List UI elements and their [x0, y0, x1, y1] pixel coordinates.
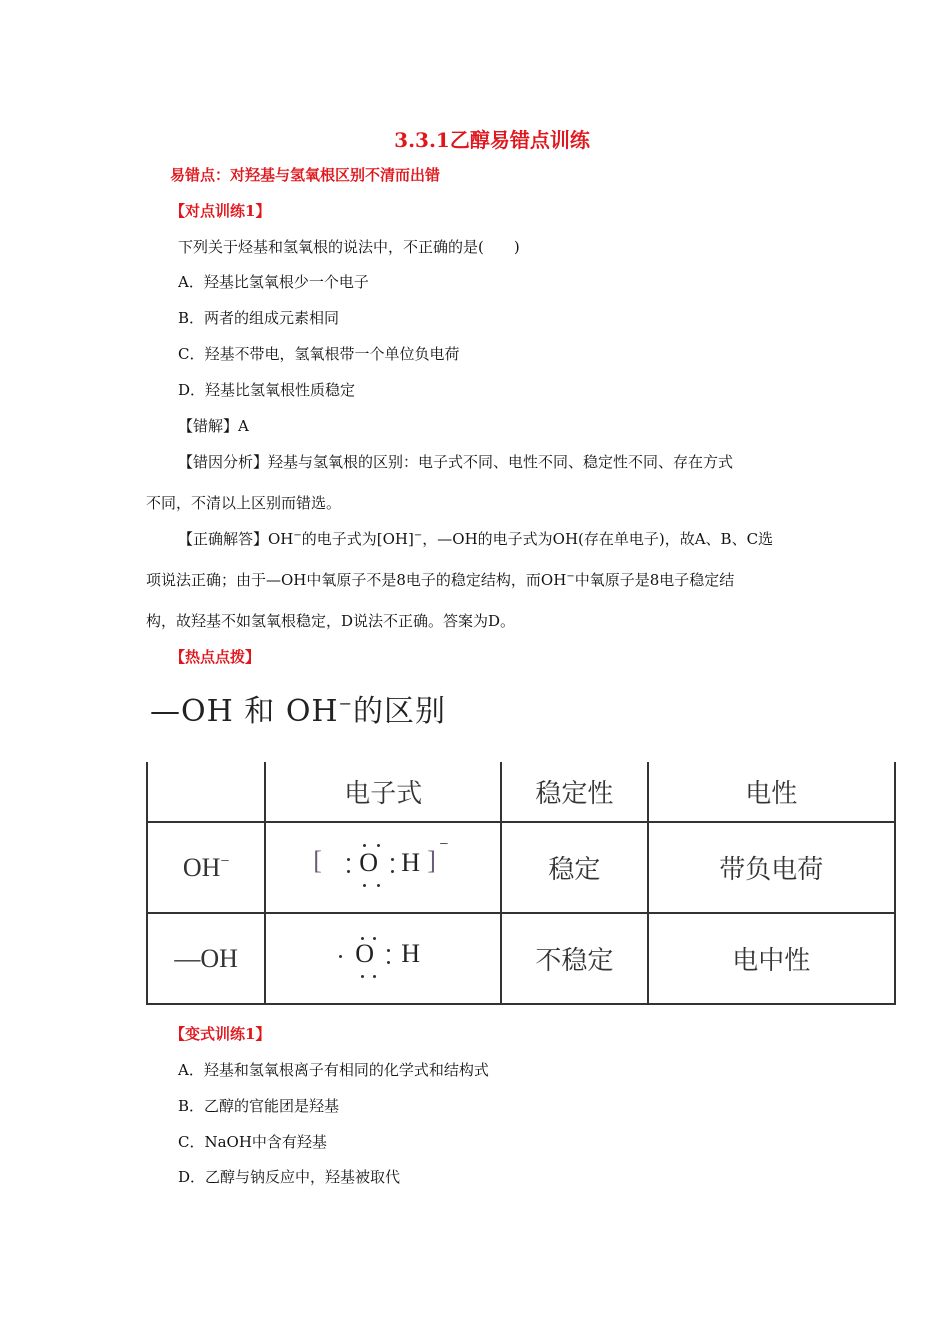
header-stability: 稳定性 — [501, 762, 647, 822]
page-title: 3.3.1乙醇易错点训练 — [394, 128, 590, 152]
hotspot-header: 【热点点拨】 — [170, 648, 261, 666]
row2-charge: 电中性 — [648, 913, 895, 1004]
correct-answer-line1 — [178, 528, 773, 549]
correct-answer-line3: 构，故羟基不如氢氧根稳定，D说法不正确。答案为D。 — [146, 612, 516, 630]
practice1-question: 下列关于烃基和氢氧根的说法中，不正确的是( ) — [178, 238, 520, 256]
lewis-charge: − — [439, 836, 449, 853]
lewis-o: O — [355, 939, 375, 968]
correct-answer-line2 — [146, 569, 734, 590]
heading-minus: − — [338, 694, 353, 713]
row2-stability: 不稳定 — [501, 913, 647, 1004]
lewis-structure-hydroxide — [293, 834, 473, 894]
header-empty — [147, 762, 265, 822]
variant1-header: 【变式训练1】 — [170, 1025, 271, 1043]
minus-sup: − — [293, 530, 302, 541]
correct-line2-a: 项说法正确；由于—OH中氧原子不是8电子的稳定结构，而OH — [146, 571, 567, 589]
heading-part-a: —OH 和 OH — [150, 694, 339, 729]
hotspot-heading — [150, 686, 446, 730]
correct-line1-a: 【正确解答】OH — [178, 530, 294, 548]
lewis-h: H — [401, 939, 421, 968]
comparison-table — [146, 762, 896, 1005]
bracket-right: ] — [427, 846, 436, 875]
wrong-answer: 【错解】A — [178, 417, 249, 435]
table-row — [147, 913, 895, 1004]
minus-sup: − — [566, 571, 575, 582]
table-header-row — [147, 762, 895, 822]
row2-lewis — [265, 913, 501, 1004]
practice1-option-a: A．羟基比氢氧根少一个电子 — [178, 273, 369, 291]
variant1-option-a: A．羟基和氢氧根离子有相同的化学式和结构式 — [178, 1061, 489, 1079]
heading-part-b: 的区别 — [353, 694, 446, 729]
correct-line2-b: 中氧原子是8电子稳定结 — [574, 571, 735, 589]
variant1-option-b: B．乙醇的官能团是羟基 — [178, 1097, 340, 1115]
header-charge: 电性 — [648, 762, 895, 822]
row1-charge: 带负电荷 — [648, 822, 895, 913]
variant1-option-d: D．乙醇与钠反应中，羟基被取代 — [178, 1168, 401, 1186]
lewis-o: O — [359, 848, 379, 877]
bracket-left: [ — [313, 846, 322, 875]
variant1-option-c: C．NaOH中含有羟基 — [178, 1133, 327, 1151]
practice1-header: 【对点训练1】 — [170, 202, 271, 220]
practice1-option-d: D．羟基比氢氧根性质稳定 — [178, 381, 356, 399]
practice1-option-b: B．两者的组成元素相同 — [178, 309, 340, 327]
lewis-h: H — [401, 848, 421, 877]
row1-stability: 稳定 — [501, 822, 647, 913]
practice1-option-c: C．羟基不带电，氢氧根带一个单位负电荷 — [178, 345, 460, 363]
lewis-structure-hydroxyl — [293, 925, 473, 985]
row1-label: OH− — [147, 822, 265, 913]
analysis-line1: 【错因分析】羟基与氢氧根的区别：电子式不同、电性不同、稳定性不同、存在方式 — [178, 453, 734, 471]
table-row — [147, 822, 895, 913]
row1-lewis — [265, 822, 501, 913]
minus-sup: − — [413, 530, 423, 541]
error-point: 易错点：对羟基与氢氧根区别不清而出错 — [170, 166, 441, 184]
correct-line1-c: ，—OH的电子式为OH(存在单电子)，故A、B、C选 — [422, 530, 774, 548]
header-electron-formula: 电子式 — [265, 762, 501, 822]
analysis-line2: 不同，不清以上区别而错选。 — [146, 494, 342, 512]
correct-line1-b: 的电子式为[OH] — [301, 530, 414, 548]
row2-label: —OH — [147, 913, 265, 1004]
